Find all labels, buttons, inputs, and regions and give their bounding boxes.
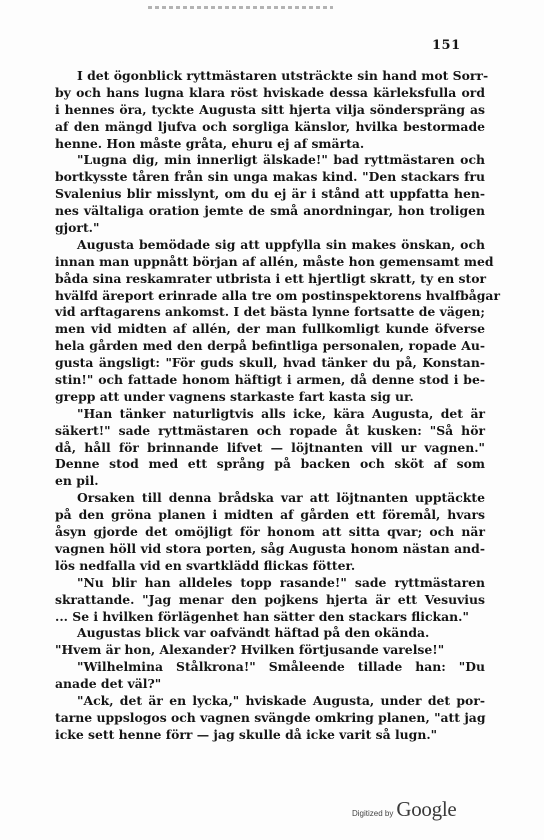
google-logo: Google: [396, 797, 457, 821]
text-line: Augusta bemödade sig att uppfylla sin makes önskan, och: [77, 236, 485, 252]
text-line: vid arftagarens ankomst. I det bästa lynne fortsatte de vägen;: [55, 304, 485, 320]
text-line: stin!" och fattade honom häftigt i armen, då denne stod i be-: [55, 372, 485, 388]
text-line: gusta ängsligt: "För guds skull, hvad tänker du på, Konstan-: [55, 355, 485, 371]
text-line: "Wilhelmina Stålkrona!" Småleende tillade han: "Du: [77, 659, 485, 675]
text-line: innan man uppnått början af allén, måste hon gemensamt med: [55, 253, 494, 269]
text-line: då, håll för brinnande lifvet — löjtnanten vill ur vagnen.": [55, 439, 485, 455]
text-line: bortkysste tåren från sin unga makas kind. "Den stackars fru: [55, 169, 485, 185]
text-line: på den gröna planen i midten af gården ett föremål, hvars: [55, 507, 485, 523]
text-line: I det ögonblick ryttmästaren utsträckte sin hand mot Sorr-: [77, 68, 489, 83]
text-line: anade det väl?": [55, 676, 162, 692]
text-line: Orsaken till denna brådska var att löjtnanten upptäckte: [77, 490, 485, 506]
text-line: "Hvem är hon, Alexander? Hvilken förtjusande varelse!": [55, 642, 445, 658]
text-line: tarne uppslogos och vagnen svängde omkring planen, "att jag: [55, 709, 486, 725]
text-line: vagnen höll vid stora porten, såg Augusta honom nästan and-: [55, 540, 485, 556]
text-line: men vid midten af allén, der man fullkomligt kunde öfverse: [55, 321, 485, 337]
text-line: hela gården med den derpå befintliga personalen, ropade Au-: [55, 338, 485, 354]
page-number: 151: [432, 38, 461, 53]
text-line: i hennes öra, tyckte Augusta sitt hjerta vilja sönderspräng as: [55, 101, 485, 117]
text-line: lös nedfalla vid en svartklädd flickas fötter.: [55, 557, 356, 573]
text-line: "Han tänker naturligtvis alls icke, kära Augusta, det är: [77, 405, 485, 421]
text-line: by och hans lugna klara röst hviskade dessa kärleksfulla ord: [55, 84, 485, 100]
text-line: af den mängd ljufva och sorgliga känslor, hvilka bestormade: [55, 118, 485, 134]
scan-artifact: [148, 6, 333, 9]
text-line: skrattande. "Jag menar den pojkens hjerta är ett Vesuvius: [55, 591, 485, 607]
text-line: grepp att under vagnens starkaste fart kasta sig ur.: [55, 388, 414, 404]
text-line: Denne stod med ett språng på backen och sköt af som: [55, 456, 485, 472]
text-line: ... Se i hvilken förlägenhet han sätter den stackars flickan.": [55, 608, 469, 624]
text-line: åsyn gjorde det omöjligt för honom att sitta qvar; och när: [55, 524, 485, 540]
text-line: säkert!" sade ryttmästaren och ropade åt kusken: "Så hör: [55, 422, 485, 438]
text-line: gjort.": [55, 220, 100, 236]
text-line: Augustas blick var oafvändt häftad på den okända.: [77, 625, 430, 641]
text-line: Svalenius blir misslynt, om du ej är i stånd att uppfatta hen-: [55, 186, 485, 202]
text-line: hvälfd äreport erinrade alla tre om postinspektorens hvalfbågar: [55, 287, 500, 303]
digitized-watermark: [352, 797, 456, 822]
text-line: "Nu blir han alldeles topp rasande!" sade ryttmästaren: [77, 574, 485, 590]
text-line: nes vältaliga oration jemte de små anordningar, hon troligen: [55, 203, 485, 219]
text-line: icke sett henne förr — jag skulle då icke varit så lugn.": [55, 726, 438, 742]
text-line: "Ack, det är en lycka," hviskade Augusta, under det por-: [77, 692, 485, 708]
text-line: henne. Hon måste gråta, ehuru ej af smärta.: [55, 135, 365, 151]
watermark-prefix: Digitized by: [352, 809, 394, 818]
text-line: "Lugna dig, min innerligt älskade!" bad ryttmästaren och: [77, 152, 485, 168]
body-text: [55, 68, 500, 744]
text-line: en pil.: [55, 473, 99, 489]
text-line: båda sina reskamrater utbrista i ett hjertligt skratt, ty en stor: [55, 270, 487, 286]
